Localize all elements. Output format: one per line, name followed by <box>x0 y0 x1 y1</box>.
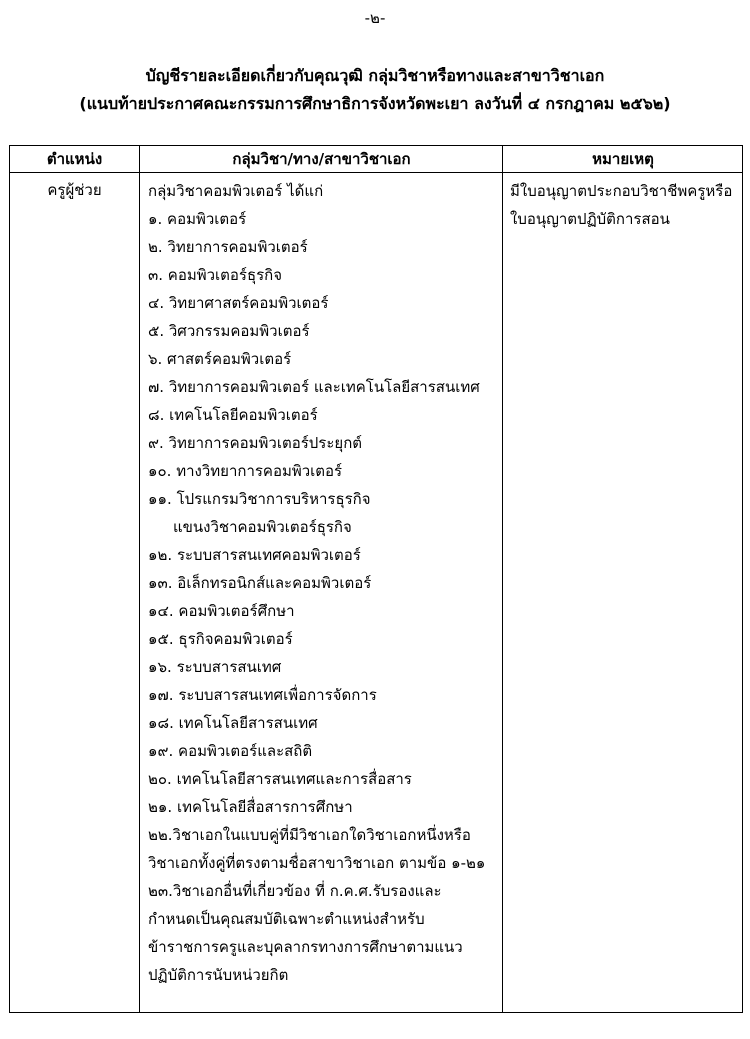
list-item: ๒๑. เทคโนโลยีสื่อสารการศึกษา <box>148 798 353 816</box>
list-item: ๒๓.วิชาเอกอื่นที่เกี่ยวข้อง ที่ ก.ค.ศ.รับรองและ <box>148 882 442 900</box>
page-number: -๒- <box>364 9 386 27</box>
list-item-continuation: ปฏิบัติการนับหน่วยกิต <box>148 966 289 984</box>
list-item: ๗. วิทยาการคอมพิวเตอร์ และเทคโนโลยีสารสนเทศ <box>148 378 480 396</box>
list-item: ๑๑. โปรแกรมวิชาการบริหารธุรกิจ <box>148 490 371 508</box>
header-remarks: หมายเหตุ <box>592 150 654 168</box>
header-subjects: กลุ่มวิชา/ทาง/สาขาวิชาเอก <box>232 150 411 168</box>
list-item: ๑๖. ระบบสารสนเทศ <box>148 658 282 676</box>
remarks-cell: มีใบอนุญาตประกอบวิชาชีพครูหรือใบอนุญาตปฏิบัติการสอน <box>510 182 733 228</box>
list-item-continuation: กำหนดเป็นคุณสมบัติเฉพาะตำแหน่งสำหรับ <box>148 910 425 928</box>
qualification-table <box>9 145 743 1013</box>
list-item: ๓. คอมพิวเตอร์ธุรกิจ <box>148 266 283 284</box>
position-cell: ครูผู้ช่วย <box>47 181 102 199</box>
list-item: ๑๔. คอมพิวเตอร์ศึกษา <box>148 602 295 620</box>
subject-list <box>148 177 503 989</box>
list-item: ๑๕. ธุรกิจคอมพิวเตอร์ <box>148 630 293 648</box>
list-item: ๖. ศาสตร์คอมพิวเตอร์ <box>148 350 292 368</box>
list-item-continuation: แขนงวิชาคอมพิวเตอร์ธุรกิจ <box>173 518 352 536</box>
title-line-1: บัญชีรายละเอียดเกี่ยวกับคุณวุฒิ กลุ่มวิชาหรือทางและสาขาวิชาเอก <box>145 66 605 85</box>
list-item: ๑. คอมพิวเตอร์ <box>148 210 247 228</box>
list-item: ๑๗. ระบบสารสนเทศเพื่อการจัดการ <box>148 686 377 704</box>
list-item: ๒๐. เทคโนโลยีสารสนเทศและการสื่อสาร <box>148 770 412 788</box>
list-item: ๔. วิทยาศาสตร์คอมพิวเตอร์ <box>148 294 329 312</box>
list-item: ๑๒. ระบบสารสนเทศคอมพิวเตอร์ <box>148 546 361 564</box>
list-item: ๑๓. อิเล็กทรอนิกส์และคอมพิวเตอร์ <box>148 574 372 592</box>
header-position: ตำแหน่ง <box>46 150 103 168</box>
list-item-continuation: ข้าราชการครูและบุคลากรทางการศึกษาตามแนว <box>148 938 463 956</box>
list-item: ๕. วิศวกรรมคอมพิวเตอร์ <box>148 322 310 340</box>
list-item: ๑๙. คอมพิวเตอร์และสถิติ <box>148 742 313 760</box>
column-divider <box>139 146 140 1012</box>
list-item: ๑๐. ทางวิทยาการคอมพิวเตอร์ <box>148 462 343 480</box>
list-item: ๙. วิทยาการคอมพิวเตอร์ประยุกต์ <box>148 434 363 452</box>
document-title <box>0 62 750 118</box>
list-item: ๑๘. เทคโนโลยีสารสนเทศ <box>148 714 318 732</box>
list-item: ๘. เทคโนโลยีคอมพิวเตอร์ <box>148 406 318 424</box>
list-item: ๒๒.วิชาเอกในแบบคู่ที่มีวิชาเอกใดวิชาเอกหนึ่งหรือ <box>148 826 471 844</box>
subject-group-heading: กลุ่มวิชาคอมพิวเตอร์ ได้แก่ <box>148 182 324 200</box>
list-item: ๒. วิทยาการคอมพิวเตอร์ <box>148 238 308 256</box>
list-item-continuation: วิชาเอกทั้งคู่ที่ตรงตามชื่อสาขาวิชาเอก ตามข้อ ๑-๒๑ <box>148 854 486 872</box>
title-line-2: (แนบท้ายประกาศคณะกรรมการศึกษาธิการจังหวัดพะเยา ลงวันที่ ๔ กรกฎาคม ๒๕๖๒) <box>79 94 671 113</box>
